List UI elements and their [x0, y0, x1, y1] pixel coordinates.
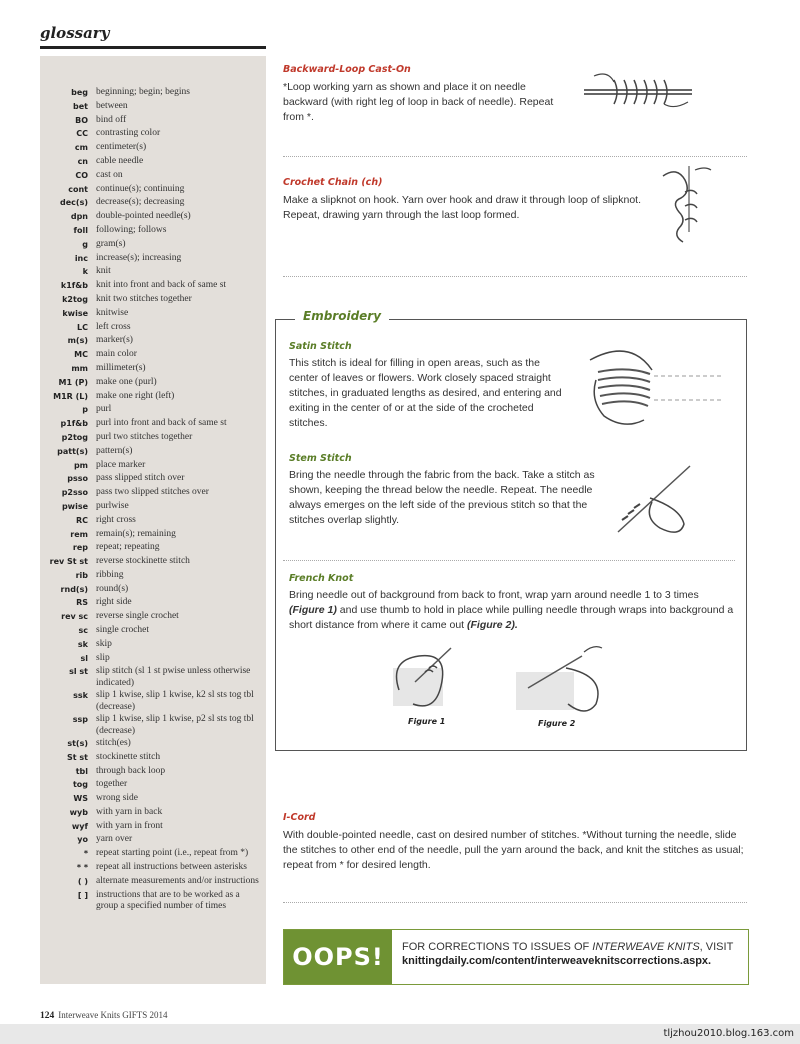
- glossary-row: [40, 652, 266, 666]
- glossary-row: [40, 348, 266, 362]
- glossary-abbr: p1f&b: [60, 419, 88, 429]
- glossary-row: [40, 751, 266, 765]
- glossary-def: bind off: [96, 114, 127, 125]
- glossary-def: gram(s): [96, 238, 126, 249]
- glossary-row: [40, 141, 266, 155]
- chain-loops: [685, 190, 697, 222]
- glossary-abbr: sc: [78, 626, 88, 636]
- glossary-row: [40, 638, 266, 652]
- glossary-def: increase(s); increasing: [96, 252, 182, 263]
- glossary-abbr: dec(s): [60, 198, 88, 208]
- glossary-abbr: M1 (P): [58, 377, 88, 387]
- glossary-row: [40, 806, 266, 820]
- glossary-abbr: RS: [76, 598, 88, 608]
- glossary-row: [40, 689, 266, 713]
- glossary-def: repeat all instructions between asterisks: [96, 862, 247, 873]
- glossary-abbr: rib: [75, 570, 88, 580]
- figure-1-ref: (Figure 1): [289, 604, 337, 616]
- glossary-row: [40, 528, 266, 542]
- glossary-row: [40, 334, 266, 348]
- glossary-abbr: tbl: [75, 766, 88, 776]
- glossary-def: skip: [96, 638, 112, 649]
- glossary-row: [40, 569, 266, 583]
- glossary-def: cast on: [96, 169, 123, 180]
- divider: [283, 902, 747, 903]
- glossary-def: through back loop: [96, 765, 166, 776]
- stem-stitch-illustration: [608, 460, 708, 540]
- footer: [40, 1010, 167, 1021]
- crochet-chain-text: Make a slipknot on hook. Yarn over hook and draw it through loop of slipknot. Repeat, drawing yarn through the last loop formed.: [283, 194, 641, 221]
- backward-loop-title: Backward-Loop Cast-On: [283, 64, 411, 75]
- yarn-end: [584, 647, 602, 652]
- glossary-row: [40, 293, 266, 307]
- glossary-row: [40, 514, 266, 528]
- glossary-abbr: m(s): [67, 336, 88, 346]
- glossary-row: [40, 541, 266, 555]
- oops-text: [392, 930, 733, 984]
- oops-line-1-a: FOR CORRECTIONS TO ISSUES OF: [402, 941, 593, 953]
- figure-1-label: Figure 1: [408, 717, 446, 726]
- figure-2-label: Figure 2: [538, 719, 576, 728]
- glossary-def: reverse stockinette stitch: [96, 556, 190, 567]
- page-title: glossary: [40, 24, 110, 42]
- glossary-def: between: [96, 100, 128, 111]
- glossary-def: slip 1 kwise, slip 1 kwise, p2 sl sts tog tbl (decrease): [96, 714, 254, 736]
- corrections-link[interactable]: knittingdaily.com/content/interweaveknitscorrections.aspx.: [402, 955, 712, 967]
- glossary-row: [40, 238, 266, 252]
- glossary-row: [40, 196, 266, 210]
- glossary-def: alternate measurements and/or instructions: [96, 875, 259, 886]
- glossary-def: right side: [96, 597, 132, 608]
- glossary-def: double-pointed needle(s): [96, 211, 191, 222]
- glossary-row: [40, 624, 266, 638]
- glossary-abbr: foll: [73, 225, 88, 235]
- glossary-abbr: beg: [71, 88, 88, 97]
- glossary-row: [40, 127, 266, 141]
- glossary-row: [40, 820, 266, 834]
- oops-line-1-c: , VISIT: [699, 941, 734, 953]
- glossary-def: purl into front and back of same st: [96, 418, 227, 429]
- glossary-row: [40, 86, 266, 100]
- satin-stitch-text: This stitch is ideal for filling in open areas, such as the center of leaves or flowers. Work closely spaced straight stitches, in graduated lengths as desired, and entering and exiting in the center of or at the side of the crocheted stitches.: [289, 357, 562, 429]
- glossary-abbr: LC: [77, 322, 88, 332]
- glossary-row: [40, 210, 266, 224]
- stem-stitches: [622, 504, 640, 520]
- glossary-row: [40, 445, 266, 459]
- glossary-row: [40, 847, 266, 861]
- glossary-def: slip stitch (sl 1 st pwise unless otherwise indicated): [96, 666, 251, 688]
- glossary-abbr: ( ): [77, 876, 88, 886]
- watermark: tljzhou2010.blog.163.com: [663, 1028, 794, 1039]
- glossary-abbr: sl st: [69, 667, 88, 677]
- glossary-def: single crochet: [96, 625, 150, 636]
- figure-2-ref: (Figure 2).: [467, 619, 518, 631]
- oops-box: [283, 929, 749, 985]
- satin-stitches: [598, 369, 650, 406]
- glossary-row: [40, 713, 266, 737]
- glossary-def: with yarn in back: [96, 806, 163, 817]
- oops-badge: OOPS!: [284, 930, 392, 984]
- glossary-def: with yarn in front: [96, 820, 163, 831]
- glossary-row: [40, 321, 266, 335]
- glossary-row: [40, 169, 266, 183]
- glossary-abbr: k2tog: [62, 294, 88, 304]
- french-knot-figure-1: [385, 638, 475, 716]
- yarn-loops: [614, 80, 667, 104]
- glossary-abbr: pwise: [61, 501, 88, 511]
- yarn-end: [695, 168, 711, 170]
- glossary-row: [40, 833, 266, 847]
- glossary-def: purlwise: [96, 500, 129, 511]
- page-number: 124: [40, 1011, 55, 1021]
- glossary-def: knit two stitches together: [96, 293, 192, 304]
- glossary-def: place marker: [96, 459, 146, 470]
- glossary-row: [40, 778, 266, 792]
- glossary-abbr: ssp: [72, 715, 88, 725]
- glossary-def: make one right (left): [96, 390, 175, 401]
- glossary-abbr: kwise: [62, 308, 88, 318]
- glossary-def: knit: [96, 266, 111, 277]
- glossary-def: cable needle: [96, 155, 144, 166]
- glossary-abbr: inc: [74, 253, 88, 263]
- glossary-abbr: WS: [73, 794, 88, 804]
- glossary-abbr: yo: [77, 835, 88, 845]
- glossary-abbr: rev St st: [49, 557, 88, 567]
- glossary-abbr: sl: [80, 653, 88, 663]
- chain-yarn: [663, 172, 687, 242]
- backward-loop-text: *Loop working yarn as shown and place it on needle backward (with right leg of loop in back of needle). Repeat from *.: [283, 81, 554, 123]
- glossary-def: repeat starting point (i.e., repeat from *): [96, 848, 249, 859]
- crochet-chain-illustration: [655, 162, 715, 244]
- backward-loop-illustration: [584, 70, 694, 110]
- oops-line-1-b: INTERWEAVE KNITS: [592, 941, 700, 953]
- yarn-curve: [590, 351, 652, 370]
- glossary-def: knit into front and back of same st: [96, 280, 227, 291]
- glossary-abbr: CO: [75, 170, 88, 180]
- glossary-abbr: cn: [77, 156, 88, 166]
- glossary-abbr: CC: [76, 129, 88, 139]
- glossary-def: right cross: [96, 514, 136, 525]
- glossary-def: make one (purl): [96, 376, 157, 387]
- glossary-def: wrong side: [96, 793, 138, 804]
- crochet-chain-title: Crochet Chain (ch): [283, 177, 383, 188]
- glossary-abbr: g: [82, 239, 88, 249]
- oops-line-1: [402, 941, 733, 953]
- glossary-abbr: patt(s): [57, 446, 88, 456]
- glossary-def: ribbing: [96, 569, 124, 580]
- thread-loop: [649, 498, 684, 532]
- glossary-row: [40, 265, 266, 279]
- glossary-def: yarn over: [96, 834, 133, 845]
- glossary-abbr: tog: [72, 780, 88, 790]
- glossary-row: [40, 583, 266, 597]
- glossary-row: [40, 555, 266, 569]
- glossary-abbr: st(s): [67, 738, 88, 748]
- glossary-abbr: St st: [67, 752, 88, 762]
- glossary-row: [40, 792, 266, 806]
- glossary-abbr: rep: [72, 543, 88, 553]
- glossary-def: millimeter(s): [96, 362, 146, 373]
- stem-stitch-text: Bring the needle through the fabric from the back. Take a stitch as shown, keeping the thread below the needle. Repeat. The needle always emerges on the left side of the previous stitch so that the stitches overlap slightly.: [289, 469, 595, 526]
- glossary-row: [40, 875, 266, 889]
- glossary-abbr: dpn: [70, 212, 88, 222]
- glossary-def: knitwise: [96, 307, 129, 318]
- i-cord-text: With double-pointed needle, cast on desired number of stitches. *Without turning the needle, slide the stitches to other end of the needle, pull the yarn around the back, and knit the stitches as usual; repeat from * for desired length.: [283, 829, 744, 871]
- title-rule: [40, 46, 266, 49]
- glossary-def: decrease(s); decreasing: [96, 197, 185, 208]
- french-knot-text: [289, 588, 737, 633]
- glossary-row: [40, 665, 266, 689]
- satin-stitch-title: Satin Stitch: [289, 341, 352, 352]
- glossary-row: [40, 183, 266, 197]
- glossary-abbr: cm: [74, 143, 88, 153]
- glossary-row: [40, 765, 266, 779]
- divider: [283, 560, 735, 561]
- glossary-row: [40, 390, 266, 404]
- glossary-def: pattern(s): [96, 445, 133, 456]
- french-knot-figure-2: [508, 638, 618, 718]
- glossary-def: purl: [96, 404, 112, 415]
- glossary-def: purl two stitches together: [96, 431, 193, 442]
- glossary-def: beginning; begin; begins: [96, 87, 190, 97]
- glossary-abbr: bet: [73, 101, 88, 111]
- glossary-abbr: p2tog: [61, 432, 88, 442]
- glossary-def: remain(s); remaining: [96, 528, 176, 539]
- stem-stitch-title: Stem Stitch: [289, 453, 352, 464]
- glossary-abbr: p2sso: [61, 488, 88, 498]
- glossary-row: [40, 861, 266, 875]
- french-knot-title: French Knot: [289, 573, 354, 584]
- glossary-row: [40, 610, 266, 624]
- glossary-row: [40, 500, 266, 514]
- glossary-row: [40, 307, 266, 321]
- french-knot-text-b: and use thumb to hold in place while pulling needle through wraps into background a short distance from where it came out: [289, 604, 734, 631]
- glossary-panel: [40, 56, 266, 984]
- glossary-row: [40, 417, 266, 431]
- glossary-abbr: wyb: [69, 807, 88, 817]
- glossary-def: pass slipped stitch over: [96, 473, 185, 484]
- glossary-abbr: BO: [75, 115, 88, 125]
- glossary-def: marker(s): [96, 335, 133, 346]
- footer-text: Interweave Knits GIFTS 2014: [58, 1010, 168, 1020]
- glossary-def: repeat; repeating: [96, 542, 160, 553]
- divider: [283, 276, 747, 277]
- glossary-def: round(s): [96, 583, 129, 594]
- glossary-row: [40, 155, 266, 169]
- glossary-row: [40, 459, 266, 473]
- glossary-abbr: k: [82, 267, 88, 277]
- glossary-row: [40, 362, 266, 376]
- glossary-abbr: rev sc: [61, 612, 88, 622]
- glossary-abbr: MC: [74, 350, 88, 360]
- glossary-abbr: rem: [70, 529, 88, 539]
- glossary-abbr: M1R (L): [53, 391, 88, 401]
- glossary-def: reverse single crochet: [96, 611, 179, 622]
- french-knot-text-a: Bring needle out of background from back to front, wrap yarn around needle 1 to 3 times: [289, 589, 699, 601]
- glossary-def: together: [96, 779, 128, 790]
- glossary-abbr: * *: [76, 863, 88, 873]
- glossary-abbr: pm: [73, 460, 88, 470]
- glossary-row: [40, 376, 266, 390]
- glossary-row: [40, 252, 266, 266]
- glossary-list: [40, 86, 266, 912]
- i-cord-title: I-Cord: [283, 812, 316, 823]
- glossary-def: continue(s); continuing: [96, 183, 185, 194]
- glossary-def: pass two slipped stitches over: [96, 487, 209, 498]
- satin-stitch-illustration: [578, 340, 728, 428]
- glossary-row: [40, 114, 266, 128]
- glossary-def: main color: [96, 349, 137, 360]
- glossary-def: slip 1 kwise, slip 1 kwise, k2 sl sts tog tbl (decrease): [96, 690, 254, 712]
- glossary-def: contrasting color: [96, 128, 161, 139]
- glossary-abbr: cont: [68, 184, 88, 194]
- glossary-row: [40, 486, 266, 500]
- glossary-def: stitch(es): [96, 737, 131, 748]
- glossary-def: left cross: [96, 321, 131, 332]
- glossary-abbr: p: [82, 405, 88, 415]
- glossary-def: slip: [96, 652, 110, 663]
- glossary-row: [40, 596, 266, 610]
- glossary-abbr: rnd(s): [60, 584, 88, 594]
- glossary-def: stockinette stitch: [96, 751, 161, 762]
- divider: [283, 156, 747, 157]
- glossary-abbr: [ ]: [77, 890, 88, 900]
- glossary-row: [40, 279, 266, 293]
- glossary-row: [40, 403, 266, 417]
- glossary-abbr: RC: [75, 515, 88, 525]
- glossary-abbr: ssk: [73, 691, 88, 701]
- glossary-row: [40, 100, 266, 114]
- glossary-abbr: psso: [67, 474, 88, 484]
- glossary-abbr: *: [83, 849, 88, 859]
- glossary-row: [40, 431, 266, 445]
- glossary-abbr: k1f&b: [60, 281, 88, 291]
- glossary-row: [40, 889, 266, 913]
- glossary-row: [40, 737, 266, 751]
- glossary-def: following; follows: [96, 224, 167, 235]
- glossary-def: centimeter(s): [96, 142, 147, 153]
- embroidery-title: Embroidery: [295, 309, 389, 323]
- glossary-row: [40, 472, 266, 486]
- glossary-abbr: sk: [77, 639, 88, 649]
- glossary-row: [40, 224, 266, 238]
- glossary-abbr: mm: [71, 363, 88, 373]
- glossary-abbr: wyf: [71, 821, 88, 831]
- glossary-def: instructions that are to be worked as a group a specified number of times: [96, 889, 240, 912]
